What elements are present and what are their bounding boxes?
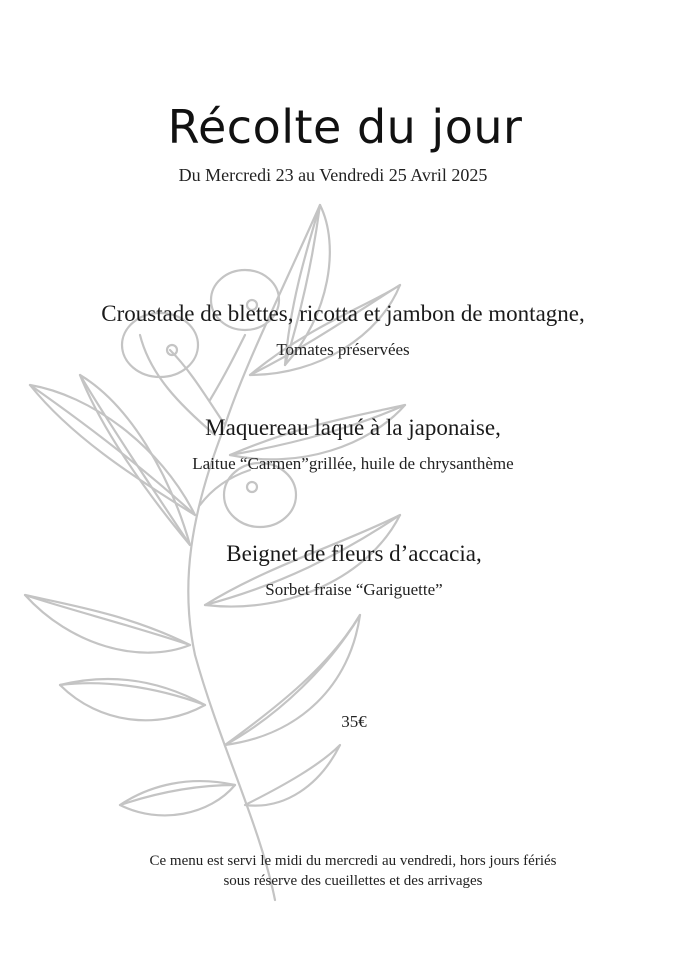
footer-line: sous réserve des cueillettes et des arrivages	[223, 873, 483, 889]
course-item	[9, 540, 690, 600]
course-name: Croustade de blettes, ricotta et jambon de montagne,	[101, 301, 585, 326]
course-detail: Sorbet fraise “Gariguette”	[265, 579, 443, 599]
course-name: Beignet de fleurs d’accacia,	[226, 541, 482, 566]
menu-price: 35€	[341, 712, 367, 731]
menu-dates: Du Mercredi 23 au Vendredi 25 Avril 2025	[178, 165, 488, 185]
menu-footer	[0, 851, 690, 891]
course-item	[8, 414, 690, 474]
course-detail: Laitue “Carmen”grillée, huile de chrysanthème	[192, 453, 514, 473]
footer-line: Ce menu est servi le midi du mercredi au vendredi, hors jours fériés	[149, 853, 557, 869]
course-detail: Tomates préservées	[276, 339, 410, 359]
menu-title: Récolte du jour	[167, 100, 523, 154]
course-name: Maquereau laqué à la japonaise,	[205, 415, 501, 440]
course-item	[0, 300, 688, 360]
